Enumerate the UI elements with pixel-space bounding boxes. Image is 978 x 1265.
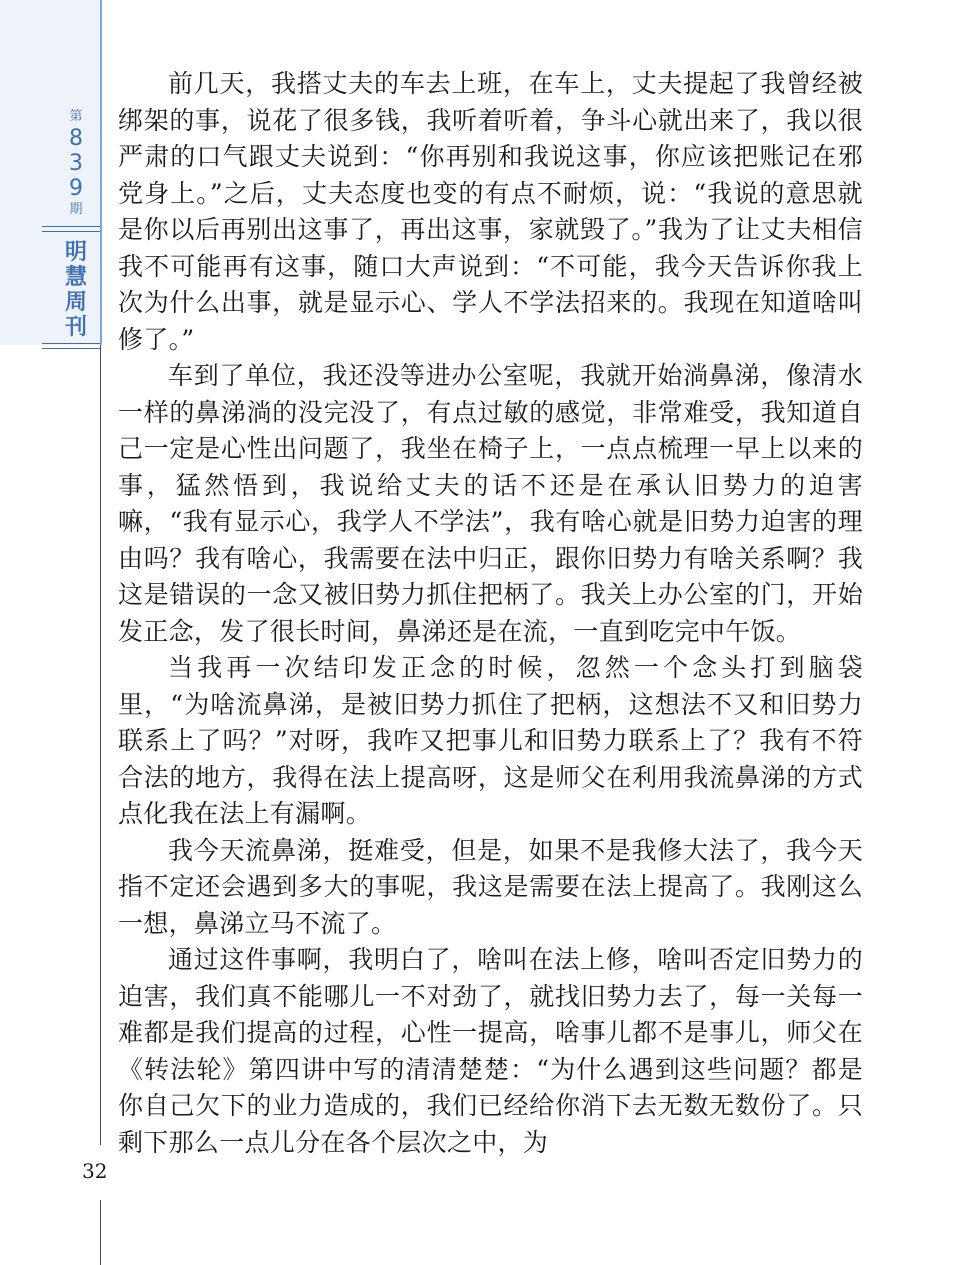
- divider: [42, 226, 100, 232]
- issue-suffix: 期: [69, 202, 83, 217]
- issue-number: [56, 108, 96, 219]
- article-body: [118, 66, 863, 1161]
- paragraph: 我今天流鼻涕，挺难受，但是，如果不是我修大法了，我今天指不定还会遇到多大的事呢，我这是需要在法上提高了。我刚这么一想，鼻涕立马不流了。: [118, 835, 863, 938]
- brand-char: 周: [64, 290, 87, 315]
- paragraph: 前几天，我搭丈夫的车去上班，在车上，丈夫提起了我曾经被绑架的事，说花了很多钱，我听着听着，争斗心就出来了，我以很严肃的口气跟丈夫说到：“你再别和我说这事，你应该把账记在邪党身上。”之后，丈夫态度也变的有点不耐烦，说：“我说的意思就是你以后再别出这事了，再出这事，家就毁了。”我为了让丈夫相信我不可能再有这事，随口大声说到：“不可能，我今天告诉你我上次为什么出事，就是显示心、学人不学法招来的。我现在知道啥叫修了。”: [118, 69, 863, 354]
- publication-name: [56, 240, 96, 340]
- paragraph: 当我再一次结印发正念的时候，忽然一个念头打到脑袋里，“为啥流鼻涕，是被旧势力抓住了把柄，这想法不又和旧势力联系上了吗？”对呀，我咋又把事儿和旧势力联系上了？我有不符合法的地方，我得在法上提高呀，这是师父在利用我流鼻涕的方式点化我在法上有漏啊。: [118, 653, 863, 828]
- margin-rule-bottom: [100, 1200, 101, 1265]
- issue-digit: 8: [69, 126, 83, 151]
- issue-digit: 9: [69, 176, 83, 201]
- page-number: 32: [82, 1159, 108, 1183]
- issue-prefix: 第: [69, 109, 83, 124]
- issue-digit: 3: [69, 151, 83, 176]
- brand-char: 刊: [64, 315, 87, 340]
- paragraph: 通过这件事啊，我明白了，啥叫在法上修，啥叫否定旧势力的迫害，我们真不能哪儿一不对劲了，就找旧势力去了，每一关每一难都是我们提高的过程，心性一提高，啥事儿都不是事儿，师父在《转法轮》第四讲中写的清清楚楚：“为什么遇到这些问题？都是你自己欠下的业力造成的，我们已经给你消下去无数无数份了。只剩下那么一点儿分在各个层次之中，为: [118, 945, 863, 1157]
- brand-char: 慧: [64, 265, 87, 290]
- margin-rule: [100, 345, 101, 1145]
- brand-char: 明: [64, 240, 87, 265]
- divider: [42, 343, 100, 349]
- paragraph: 车到了单位，我还没等进办公室呢，我就开始淌鼻涕，像清水一样的鼻涕淌的没完没了，有点过敏的感觉，非常难受，我知道自己一定是心性出问题了，我坐在椅子上，一点点梳理一早上以来的事，猛然悟到，我说给丈夫的话不还是在承认旧势力的迫害嘛，“我有显示心，我学人不学法”，我有啥心就是旧势力迫害的理由吗？我有啥心，我需要在法中归正，跟你旧势力有啥关系啊？我这是错误的一念又被旧势力抓住把柄了。我关上办公室的门，开始发正念，发了很长时间，鼻涕还是在流，一直到吃完中午饭。: [118, 361, 863, 646]
